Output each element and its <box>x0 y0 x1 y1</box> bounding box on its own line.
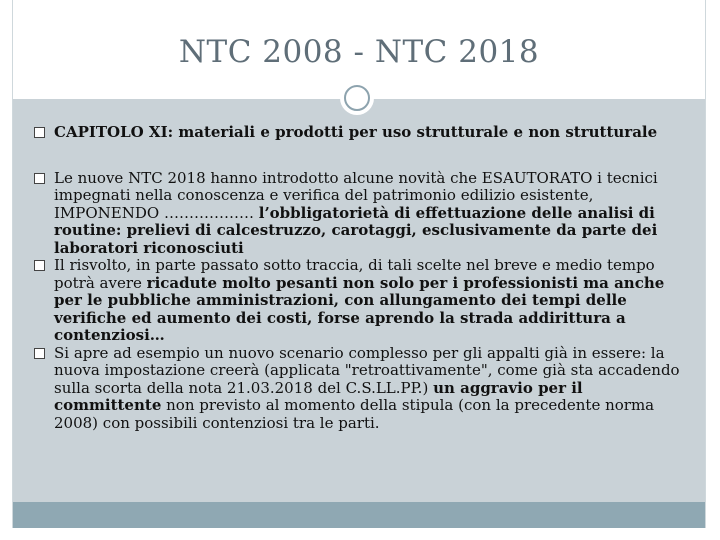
ring-inner <box>344 85 370 111</box>
square-bullet-icon <box>34 127 45 138</box>
bullet-text: non previsto al momento della stipula (con la precedente norma 2008) con possibili contenziosi tra le parti. <box>54 396 655 432</box>
list-item <box>34 170 684 258</box>
bullet-list <box>34 124 684 432</box>
bullet-text-bold: un aggravio per il committente <box>54 378 583 414</box>
bullet-text-bold: l’obbligatorietà di effettuazione delle analisi di routine: prelievi di calcestruzzo, carotaggi, esclusivamente da parte dei laboratori riconosciuti <box>54 203 658 257</box>
square-bullet-icon <box>34 348 45 359</box>
square-bullet-icon <box>34 173 45 184</box>
bullet-text-bold: ricadute molto pesanti non solo per i professionisti ma anche per le pubbliche amministrazioni, con allungamento dei tempi delle verifiche ed aumento dei costi, forse aprendo la strada addirittura a contenziosi… <box>54 273 665 344</box>
list-item <box>34 257 684 345</box>
bullet-text: Le nuove NTC 2018 hanno introdotto alcune novità che ESAUTORATO i tecnici impegnati nella conoscenza e verifica del patrimonio edilizio esistente, IMPONENDO ……………… <box>54 168 658 222</box>
chapter-heading: CAPITOLO XI: materiali e prodotti per uso strutturale e non strutturale <box>54 123 658 141</box>
list-item <box>34 345 684 433</box>
slide-title: NTC 2008 - NTC 2018 <box>178 34 540 70</box>
list-item <box>34 124 684 142</box>
footer-bar <box>13 502 705 528</box>
ring-ornament-icon <box>340 81 374 115</box>
square-bullet-icon <box>34 260 45 271</box>
bullet-text: Si apre ad esempio un nuovo scenario complesso per gli appalti già in essere: la nuova impostazione creerà (applicata "retroattivamente", come già sta accadendo sulla scorta della nota 21.03.2018 del C.S.LL.PP.) <box>54 343 680 397</box>
bullet-text: Il risvolto, in parte passato sotto traccia, di tali scelte nel breve e medio tempo potrà avere <box>54 256 655 292</box>
